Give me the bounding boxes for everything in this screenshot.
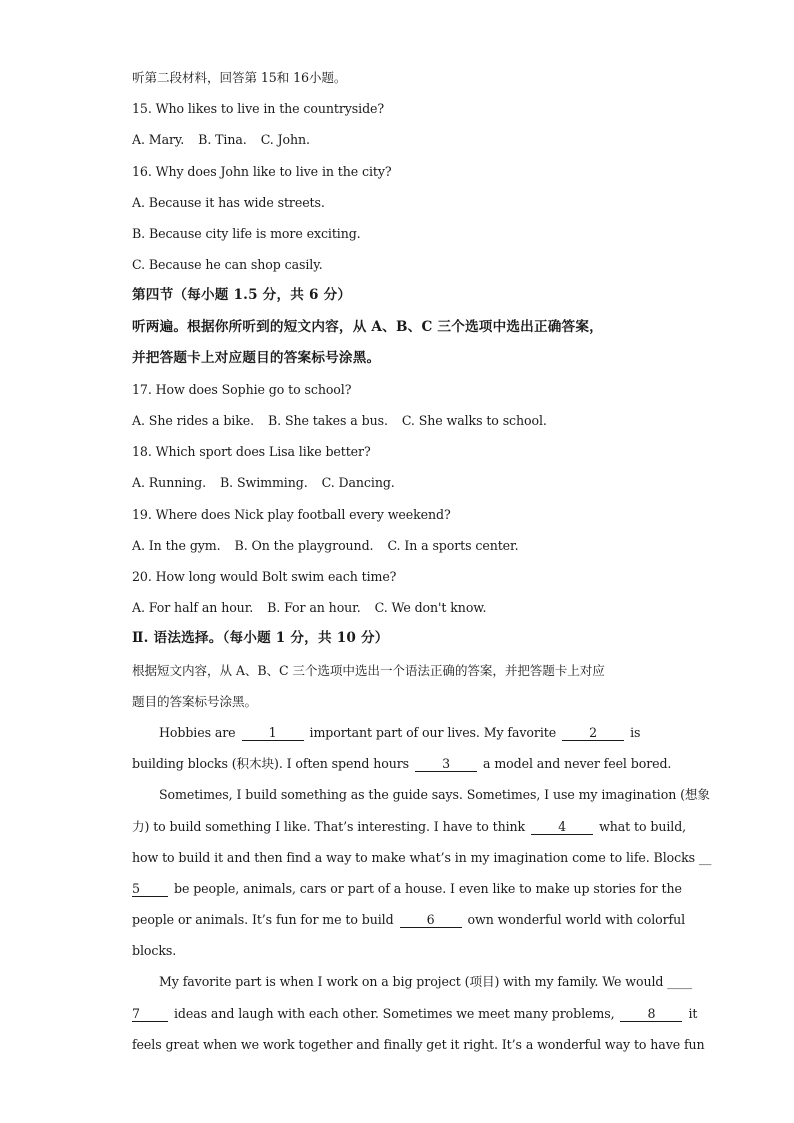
option-a: A. In the gym. xyxy=(132,537,221,553)
passage-text: 力) to build something I like. That’s interesting. I have to think xyxy=(132,818,526,834)
passage-line xyxy=(132,748,672,779)
part-2-instruction-line-2: 题目的答案标号涂黑。 xyxy=(132,693,257,709)
question-16-option-c: C. Because he can shop casily. xyxy=(132,257,323,273)
passage-text: a model and never feel bored. xyxy=(483,756,672,772)
blank-7: 7 xyxy=(132,1007,168,1022)
passage-line: Sometimes, I build something as the guide says. Sometimes, I use my imagination (想象 xyxy=(159,787,710,803)
passage-text: it xyxy=(688,1005,698,1021)
question-19: 19. Where does Nick play football every weekend? xyxy=(132,506,451,522)
part-2-heading: Ⅱ. 语法选择。（每小题 1 分，共 10 分） xyxy=(132,630,389,647)
passage-line xyxy=(132,904,686,935)
option-a: A. For half an hour. xyxy=(132,600,254,616)
option-a: A. Mary. xyxy=(132,132,185,148)
part-2-instruction-line-1: 根据短文内容，从 A、B、C 三个选项中选出一个语法正确的答案，并把答题卡上对应 xyxy=(132,662,605,678)
option-b: B. On the playground. xyxy=(234,537,374,553)
option-c: C. In a sports center. xyxy=(387,537,519,553)
passage-text: My favorite part is when I work on a big project (项目) with my family. We would xyxy=(159,974,664,990)
passage-text: Hobbies are xyxy=(159,724,236,740)
question-17-options xyxy=(132,405,672,436)
option-c: C. She walks to school. xyxy=(401,413,547,429)
blank-6: 6 xyxy=(400,913,462,928)
passage-line xyxy=(132,966,693,997)
question-17: 17. How does Sophie go to school? xyxy=(132,381,352,397)
question-18: 18. Which sport does Lisa like better? xyxy=(132,444,371,460)
option-b: B. Tina. xyxy=(198,132,247,148)
passage-text: how to build it and then find a way to make what’s in my imagination come to life. Blocks xyxy=(132,849,695,865)
exam-page xyxy=(132,62,712,1060)
passage-line xyxy=(132,998,698,1029)
question-19-options xyxy=(132,530,672,561)
blank-3: 3 xyxy=(415,757,477,772)
passage-line xyxy=(132,717,672,748)
option-b: B. She takes a bus. xyxy=(268,413,388,429)
passage-text: ideas and laugh with each other. Sometimes we meet many problems, xyxy=(174,1005,615,1021)
question-16-option-b: B. Because city life is more exciting. xyxy=(132,225,361,241)
passage-text: what to build, xyxy=(599,818,687,834)
blank-2: 2 xyxy=(562,726,624,741)
passage-text: ____ xyxy=(667,974,693,990)
blank-4: 4 xyxy=(531,820,593,835)
section-4-instruction-line-1: 听两遍。根据你所听到的短文内容，从 A、B、C 三个选项中选出正确答案， xyxy=(132,318,603,335)
passage-text: own wonderful world with colorful xyxy=(467,912,686,928)
option-a: A. She rides a bike. xyxy=(132,413,255,429)
passage-text: people or animals. It’s fun for me to build xyxy=(132,912,394,928)
blank-1: 1 xyxy=(242,726,304,741)
passage-text: be people, animals, cars or part of a house. I even like to make up stories for the xyxy=(174,880,682,896)
passage-line: blocks. xyxy=(132,943,177,959)
passage-line xyxy=(132,873,682,904)
section-4-heading: 第四节（每小题 1.5 分，共 6 分） xyxy=(132,287,352,304)
passage-text: is xyxy=(630,724,641,740)
passage-line xyxy=(132,842,712,873)
question-20-options xyxy=(132,592,672,623)
question-16: 16. Why does John like to live in the city? xyxy=(132,163,392,179)
option-c: C. John. xyxy=(260,132,310,148)
blank-5: 5 xyxy=(132,882,168,897)
question-15: 15. Who likes to live in the countryside? xyxy=(132,101,385,117)
passage-text: building blocks (积木块). I often spend hours xyxy=(132,756,410,772)
question-16-option-a: A. Because it has wide streets. xyxy=(132,194,325,210)
option-b: B. For an hour. xyxy=(267,600,361,616)
question-18-options xyxy=(132,467,672,498)
option-b: B. Swimming. xyxy=(220,475,308,491)
option-c: C. Dancing. xyxy=(321,475,395,491)
question-15-options xyxy=(132,124,672,155)
passage-text: important part of our lives. My favorite xyxy=(309,724,557,740)
option-a: A. Running. xyxy=(132,475,207,491)
section-intro: 听第二段材料，回答第 15和 16小题。 xyxy=(132,70,347,85)
question-20: 20. How long would Bolt swim each time? xyxy=(132,569,397,584)
passage-line xyxy=(132,811,687,842)
passage-line: feels great when we work together and finally get it right. It’s a wonderful way to have fun xyxy=(132,1036,705,1052)
passage-text: __ xyxy=(698,849,712,865)
option-c: C. We don't know. xyxy=(374,600,487,616)
blank-8: 8 xyxy=(620,1007,682,1022)
section-4-instruction-line-2: 并把答题卡上对应题目的答案标号涂黑。 xyxy=(132,349,381,366)
